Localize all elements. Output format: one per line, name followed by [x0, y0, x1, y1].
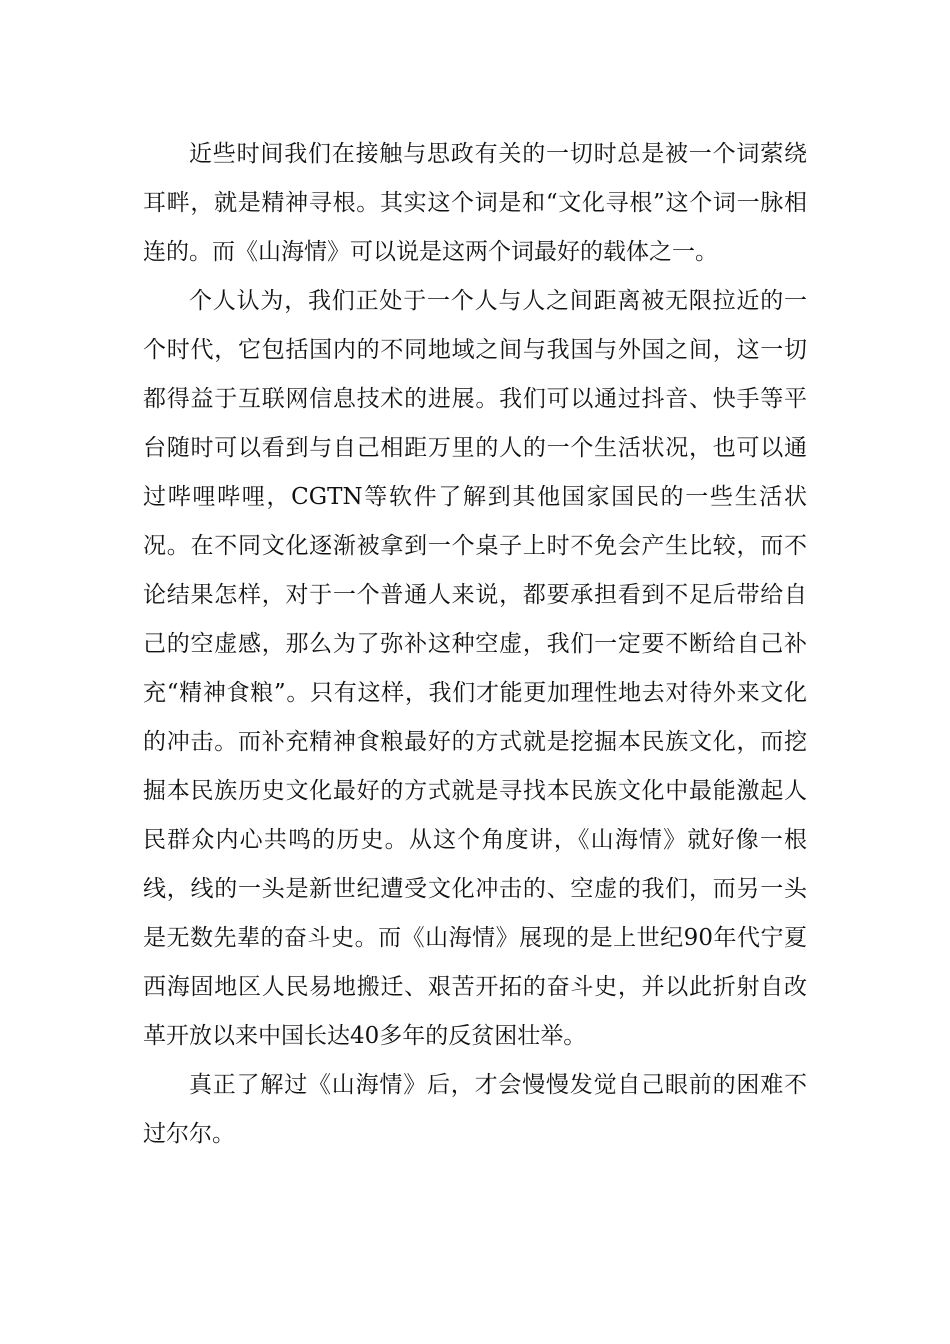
paragraph-1: 近些时间我们在接触与思政有关的一切时总是被一个词萦绕耳畔，就是精神寻根。其实这个词是和“文化寻根”这个词一脉相连的。而《山海情》可以说是这两个词最好的载体之一。 — [143, 141, 807, 265]
paragraph-2: 个人认为，我们正处于一个人与人之间距离被无限拉近的一个时代，它包括国内的不同地域之间与我国与外国之间，这一切都得益于互联网信息技术的进展。我们可以通过抖音、快手等平台随时可以看到与自己相距万里的人的一个生活状况，也可以通过哔哩哔哩，CGTN等软件了解到其他国家国民的一些生活状况。在不同文化逐渐被拿到一个桌子上时不免会产生比较，而不论结果怎样，对于一个普通人来说，都要承担看到不足后带给自己的空虚感，那么为了弥补这种空虚，我们一定要不断给自己补充“精神食粮”。只有这样，我们才能更加理性地去对待外来文化的冲击。而补充精神食粮最好的方式就是挖掘本民族文化，而挖掘本民族历史文化最好的方式就是寻找本民族文化中最能激起人民群众内心共鸣的历史。从这个角度讲，《山海情》就好像一根线，线的一头是新世纪遭受文化冲击的、空虚的我们，而另一头是无数先辈的奋斗史。而《山海情》展现的是上世纪90年代宁夏西海固地区人民易地搬迁、艰苦开拓的奋斗史，并以此折射自改革开放以来中国长达40多年的反贫困壮举。 — [143, 288, 807, 1049]
paragraph-3: 真正了解过《山海情》后，才会慢慢发觉自己眼前的困难不过尔尔。 — [143, 1072, 807, 1147]
document-body — [143, 130, 807, 1159]
